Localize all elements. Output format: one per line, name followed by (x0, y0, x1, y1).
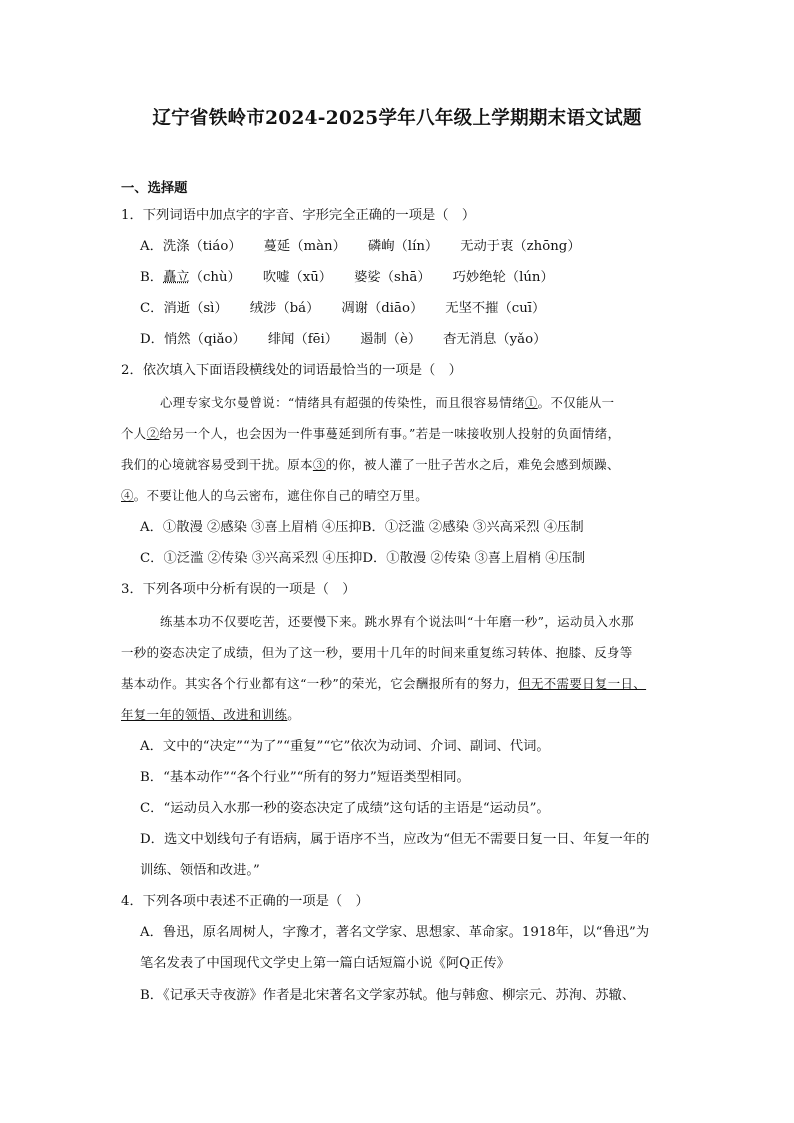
question-2-passage-line-2: 个人②给另一个人，也会因为一件事蔓延到所有事。”若是一味接收别人投射的负面情绪， (121, 426, 621, 441)
blank-1: ① (524, 395, 538, 410)
blank-3: ③ (312, 457, 326, 472)
question-4-stem: 4．下列各项中表述不正确的一项是（ ） (121, 894, 369, 909)
question-3-passage-line-3: 基本动作。其实各个行业都有这“一秒”的荣光，它会酬报所有的努力，但无不需要日复一日、 (121, 676, 647, 691)
question-3-passage-line-4: 年复一年的领悟、改进和训练。 (121, 707, 301, 722)
question-3-option-d-line-2: 训练、领悟和改进。” (140, 863, 260, 878)
question-3-passage-line-1: 练基本功不仅要吃苦，还要慢下来。跳水界有个说法叫“十年磨一秒”，运动员入水那 (160, 614, 634, 629)
question-1-option-b: B．矗立（chù） 吹嘘（xū） 婆娑（shā） 巧妙绝轮（lún） (140, 270, 554, 285)
question-3-option-d-line-1: D．选文中划线句子有语病，属于语序不当，应改为“但无不需要日复一日、年复一年的 (140, 832, 650, 847)
page-title: 辽宁省铁岭市2024-2025学年八年级上学期期末语文试题 (152, 108, 642, 129)
question-1-option-a: A．洗涤（tiáo） 蔓延（màn） 磷峋（lín） 无动于衷（zhōng） (140, 239, 581, 254)
question-2-passage-line-4: ④。不要让他人的乌云密布，遮住你自己的晴空万里。 (121, 488, 428, 503)
blank-4: ④ (121, 488, 134, 503)
question-3-option-a: A．文中的“决定”“为了”“重复”“它”依次为动词、介词、副词、代词。 (140, 739, 550, 754)
question-3-option-b: B．“基本动作”“各个行业”“所有的努力”短语类型相同。 (140, 770, 470, 785)
question-3-passage-line-2: 一秒的姿态决定了成绩，但为了这一秒，要用十几年的时间来重复练习转体、抱膝、反身等 (121, 645, 633, 660)
question-2-stem: 2．依次填入下面语段横线处的词语最恰当的一项是（ ） (121, 363, 462, 378)
question-4-option-a-line-1: A．鲁迅，原名周树人，字豫才，著名文学家、思想家、革命家。1918年，以“鲁迅”为 (140, 925, 650, 940)
question-3-option-c: C．“运动员入水那一秒的姿态决定了成绩”这句话的主语是“运动员”。 (140, 801, 550, 816)
section-heading: 一、选择题 (121, 181, 188, 196)
question-2-options-row-1: A．①散漫 ②感染 ③喜上眉梢 ④压抑B．①泛滥 ②感染 ③兴高采烈 ④压制 (140, 520, 584, 535)
question-1-stem: 1．下列词语中加点字的字音、字形完全正确的一项是（ ） (121, 208, 476, 223)
question-2-passage-line-1: 心理专家戈尔曼曾说：“情绪具有超强的传染性，而且很容易情绪①。不仅能从一 (160, 395, 615, 410)
question-2-passage-line-3: 我们的心境就容易受到干扰。原本③的你，被人灌了一肚子苦水之后，难免会感到烦躁、 (121, 457, 620, 472)
question-4-option-a-line-2: 笔名发表了中国现代文学史上第一篇白话短篇小说《阿Q正传》 (140, 956, 510, 971)
blank-2: ② (146, 426, 160, 441)
question-1-option-c: C．消逝（sì） 绒涉（bá） 凋谢（diāo） 无坚不摧（cuī） (140, 301, 546, 316)
question-4-option-b-line-1: B．《记承天寺夜游》作者是北宋著名文学家苏轼。他与韩愈、柳宗元、苏洵、苏辙、 (140, 988, 636, 1003)
question-1-option-d: D．悄然（qiǎo） 绯闻（fēi） 遏制（è） 杳无消息（yǎo） (140, 332, 547, 347)
question-2-options-row-2: C．①泛滥 ②传染 ③兴高采烈 ④压抑D．①散漫 ②传染 ③喜上眉梢 ④压制 (140, 551, 586, 566)
question-3-stem: 3．下列各项中分析有误的一项是（ ） (121, 582, 356, 597)
